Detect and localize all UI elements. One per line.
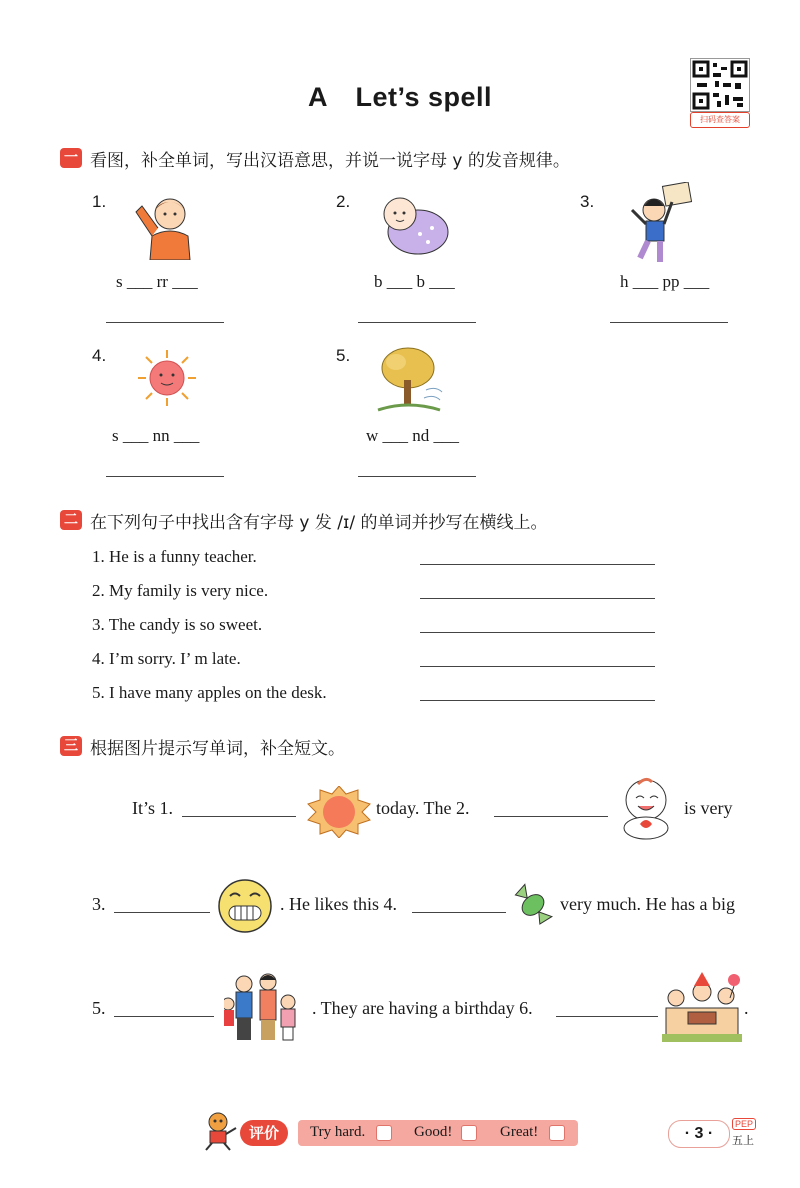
answer-line[interactable]: [610, 322, 728, 323]
birthday-party-hint-picture: [662, 968, 742, 1048]
sentence: 3. The candy is so sweet.: [92, 615, 263, 634]
item-number: 3.: [580, 192, 595, 211]
item-number: 2.: [336, 192, 351, 211]
answer-line[interactable]: [420, 632, 655, 633]
item-number: 5.: [336, 346, 351, 365]
answer-line[interactable]: [494, 816, 608, 817]
smile-face-hint-picture: [216, 878, 274, 938]
word-pattern: b ___ b ___: [374, 272, 455, 291]
candy-hint-picture: [510, 876, 556, 938]
qr-label: 扫码查答案: [690, 112, 750, 128]
passage-text: It’s 1.: [132, 798, 174, 818]
word-pattern: s ___ nn ___: [112, 426, 200, 445]
passage-text: today. The 2.: [376, 798, 470, 818]
answer-line[interactable]: [106, 476, 224, 477]
answer-line[interactable]: [420, 598, 655, 599]
passage-text: very much. He has a big: [560, 894, 735, 914]
answer-line[interactable]: [358, 322, 476, 323]
eval-checkbox-good[interactable]: [461, 1125, 477, 1141]
answer-line[interactable]: [106, 322, 224, 323]
baby-hint-picture: [616, 774, 678, 844]
tree-in-wind-picture: [374, 340, 444, 416]
answer-line[interactable]: [114, 1016, 214, 1017]
qr-code-graphic: [691, 59, 749, 111]
eval-checkbox-try-hard[interactable]: [376, 1125, 392, 1141]
answer-line[interactable]: [358, 476, 476, 477]
happy-jumping-boy-picture: [626, 182, 696, 272]
sun-hint-picture: [304, 786, 374, 842]
section3-badge: 三: [60, 736, 82, 756]
answer-line[interactable]: [182, 816, 296, 817]
answer-line[interactable]: [420, 564, 655, 565]
eval-option-label: Great!: [500, 1124, 539, 1140]
qr-code[interactable]: [690, 58, 750, 112]
word-pattern: w ___ nd ___: [366, 426, 460, 445]
section2-instruction: 在下列句子中找出含有字母 y 发 /ɪ/ 的单词并抄写在横线上。: [90, 513, 548, 533]
section3-instruction: 根据图片提示写单词，补全短文。: [90, 739, 345, 759]
sentence: 1. He is a funny teacher.: [92, 547, 257, 566]
answer-line[interactable]: [420, 700, 655, 701]
sun-picture: [132, 348, 202, 412]
baby-in-blanket-picture: [372, 192, 452, 262]
evaluation-label: 评价: [240, 1120, 288, 1146]
section1-instruction: 看图，补全单词，写出汉语意思，并说一说字母 y 的发音规律。: [90, 151, 570, 171]
boy-saluting-picture: [128, 192, 198, 264]
series-badge: PEP: [732, 1118, 756, 1130]
section2-badge: 二: [60, 510, 82, 530]
eval-checkbox-great[interactable]: [549, 1125, 565, 1141]
mascot-picture: [200, 1110, 240, 1156]
eval-option-label: Good!: [414, 1124, 453, 1140]
sentence: 4. I’m sorry. I’ m late.: [92, 649, 241, 668]
answer-line[interactable]: [420, 666, 655, 667]
page-number: · 3 ·: [668, 1120, 730, 1148]
passage-text: .: [744, 998, 749, 1018]
passage-text: is very: [684, 798, 733, 818]
passage-text: 5.: [92, 998, 106, 1018]
word-pattern: h ___ pp ___: [620, 272, 710, 291]
answer-line[interactable]: [556, 1016, 658, 1017]
sentence: 5. I have many apples on the desk.: [92, 683, 327, 702]
passage-text: . They are having a birthday 6.: [312, 998, 533, 1018]
word-pattern: s ___ rr ___: [116, 272, 198, 291]
item-number: 1.: [92, 192, 107, 211]
sentence: 2. My family is very nice.: [92, 581, 269, 600]
passage-text: 3.: [92, 894, 106, 914]
page-title: A Let’s spell: [307, 82, 493, 112]
family-hint-picture: [224, 970, 304, 1048]
answer-line[interactable]: [412, 912, 506, 913]
section1-badge: 一: [60, 148, 82, 168]
grade-label: 五上: [732, 1134, 754, 1147]
answer-line[interactable]: [114, 912, 210, 913]
eval-option-label: Try hard.: [310, 1124, 366, 1140]
passage-text: . He likes this 4.: [280, 894, 397, 914]
item-number: 4.: [92, 346, 107, 365]
